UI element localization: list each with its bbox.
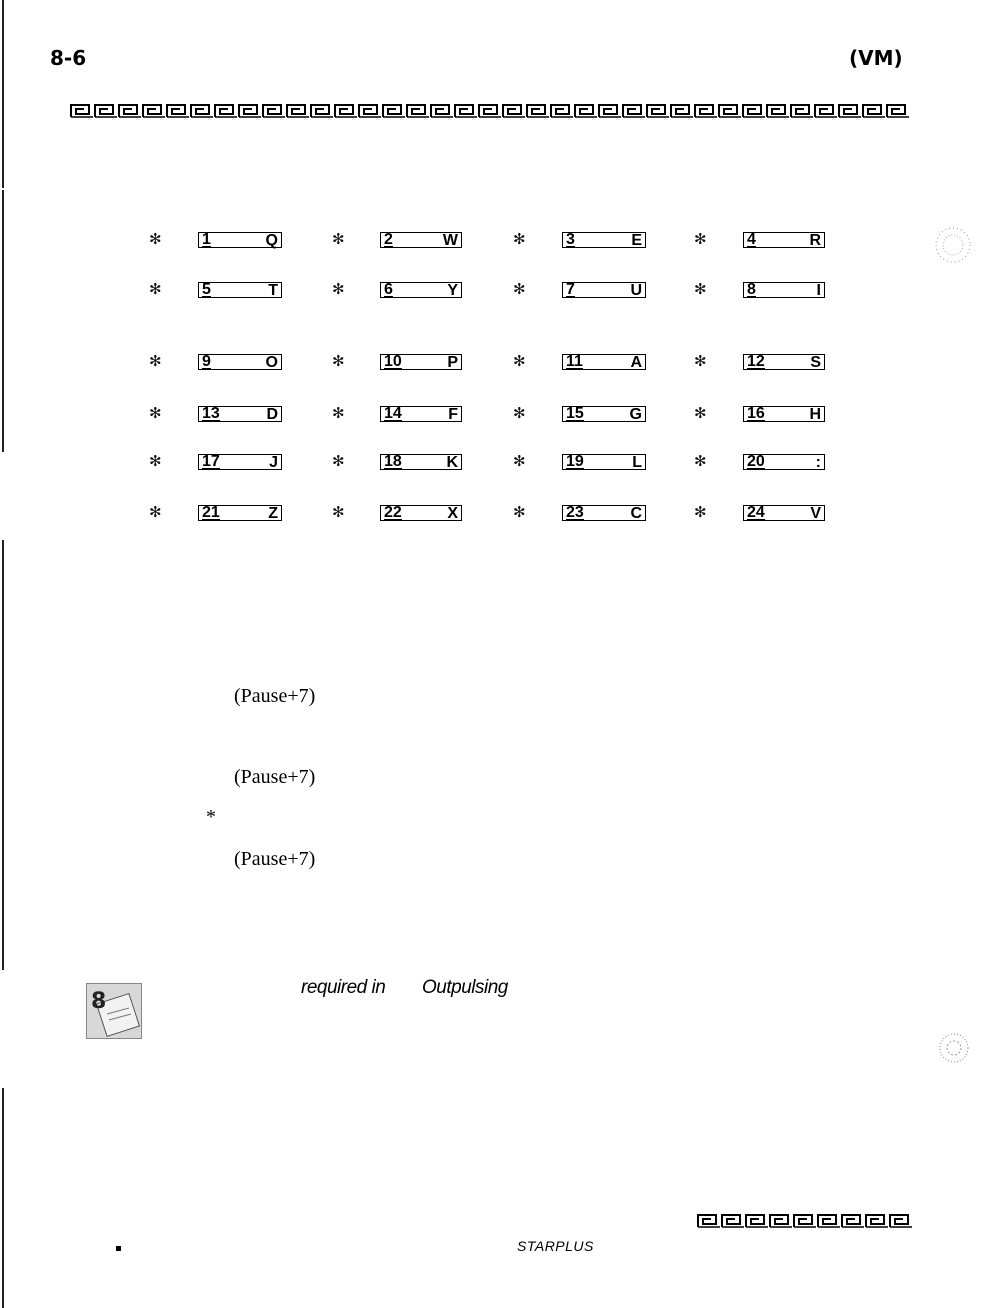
feature-key-16 [743, 406, 825, 422]
key-star-icon: ✻ [513, 281, 526, 298]
key-star-icon: ✻ [149, 453, 162, 470]
product-name: STARPLUS [517, 1238, 594, 1254]
key-star-icon: ✻ [694, 504, 707, 521]
key-letter: H [809, 406, 821, 423]
key-number: 6 [384, 281, 393, 298]
key-letter: G [629, 406, 642, 423]
key-star-icon: ✻ [694, 231, 707, 248]
key-number: 4 [747, 231, 756, 248]
key-star-icon: ✻ [513, 405, 526, 422]
key-star-icon: ✻ [513, 504, 526, 521]
feature-key-12 [743, 354, 825, 370]
key-letter: V [810, 505, 821, 522]
pause-step: (Pause+7) [234, 766, 316, 788]
key-star-icon: ✻ [694, 353, 707, 370]
key-star-icon: ✻ [149, 405, 162, 422]
key-letter: T [268, 282, 278, 299]
key-letter: X [447, 505, 458, 522]
key-letter: A [630, 354, 642, 371]
key-number: 17 [202, 453, 220, 470]
key-number: 7 [566, 281, 575, 298]
key-number: 24 [747, 504, 765, 521]
feature-key-10 [380, 354, 462, 370]
margin-rule-bottom [2, 1088, 4, 1308]
key-star-icon: ✻ [332, 405, 345, 422]
key-star-icon: ✻ [694, 281, 707, 298]
pause-step: (Pause+7) [234, 685, 316, 707]
svg-text:8: 8 [91, 989, 107, 1014]
feature-key-13 [198, 406, 282, 422]
feature-key-15 [562, 406, 646, 422]
margin-rule-middle [2, 190, 4, 452]
key-number: 18 [384, 453, 402, 470]
key-star-icon: ✻ [513, 353, 526, 370]
key-letter: F [448, 406, 458, 423]
key-letter: P [447, 354, 458, 371]
key-number: 20 [747, 453, 765, 470]
key-number: 21 [202, 504, 220, 521]
key-number: 5 [202, 281, 211, 298]
feature-key-1 [198, 232, 282, 248]
key-star-icon: ✻ [513, 453, 526, 470]
key-star-icon: ✻ [513, 231, 526, 248]
pause-step: (Pause+7) [234, 848, 316, 870]
greek-key-border-footer [697, 1214, 913, 1228]
key-letter: I [816, 282, 821, 299]
key-number: 12 [747, 353, 765, 370]
feature-key-4 [743, 232, 825, 248]
key-star-icon: ✻ [694, 405, 707, 422]
key-letter: C [630, 505, 642, 522]
texture-speck-icon [930, 220, 976, 270]
feature-key-14 [380, 406, 462, 422]
greek-key-border-top [70, 104, 910, 118]
key-star-icon: ✻ [149, 504, 162, 521]
key-letter: Q [265, 232, 278, 249]
key-number: 10 [384, 353, 402, 370]
key-number: 1 [202, 231, 211, 248]
key-star-icon: ✻ [149, 281, 162, 298]
key-letter: Z [268, 505, 278, 522]
feature-key-20 [743, 454, 825, 470]
feature-key-11 [562, 354, 646, 370]
key-star-icon: ✻ [149, 353, 162, 370]
key-star-icon: ✻ [332, 281, 345, 298]
key-number: 8 [747, 281, 756, 298]
feature-key-8 [743, 282, 825, 298]
section-tag: (VM) [849, 46, 903, 70]
key-number: 13 [202, 405, 220, 422]
key-number: 23 [566, 504, 584, 521]
key-star-icon: ✻ [332, 353, 345, 370]
key-number: 14 [384, 405, 402, 422]
key-star-icon: ✻ [149, 231, 162, 248]
feature-key-9 [198, 354, 282, 370]
key-number: 2 [384, 231, 393, 248]
key-letter: K [446, 454, 458, 471]
feature-key-6 [380, 282, 462, 298]
feature-key-21 [198, 505, 282, 521]
key-letter: J [269, 454, 278, 471]
margin-rule-top [2, 0, 4, 188]
key-number: 15 [566, 405, 584, 422]
feature-key-3 [562, 232, 646, 248]
key-letter: E [631, 232, 642, 249]
key-star-icon: ✻ [332, 504, 345, 521]
feature-key-18 [380, 454, 462, 470]
feature-key-24 [743, 505, 825, 521]
key-letter: Y [447, 282, 458, 299]
key-number: 9 [202, 353, 211, 370]
feature-key-22 [380, 505, 462, 521]
note-text-required-in: required in [301, 977, 386, 998]
key-number: 16 [747, 405, 765, 422]
asterisk-step: * [206, 806, 216, 828]
key-star-icon: ✻ [332, 231, 345, 248]
feature-key-7 [562, 282, 646, 298]
key-number: 19 [566, 453, 584, 470]
margin-rule-lower [2, 540, 4, 970]
key-number: 22 [384, 504, 402, 521]
key-letter: S [810, 354, 821, 371]
key-letter: : [815, 454, 821, 471]
key-letter: W [442, 232, 458, 249]
note-paper-icon [86, 983, 142, 1039]
key-letter: O [265, 354, 278, 371]
key-star-icon: ✻ [694, 453, 707, 470]
key-star-icon: ✻ [332, 453, 345, 470]
page-number: 8-6 [50, 46, 87, 70]
key-letter: L [632, 454, 642, 471]
texture-speck-icon [932, 1026, 976, 1072]
key-letter: R [809, 232, 821, 249]
key-number: 3 [566, 231, 575, 248]
key-letter: D [266, 406, 278, 423]
key-number: 11 [566, 353, 583, 370]
key-letter: U [630, 282, 642, 299]
feature-key-19 [562, 454, 646, 470]
note-text-outpulsing: Outpulsing [422, 977, 508, 998]
feature-key-5 [198, 282, 282, 298]
footer-bullet [116, 1246, 121, 1251]
feature-key-17 [198, 454, 282, 470]
feature-key-2 [380, 232, 462, 248]
feature-key-23 [562, 505, 646, 521]
